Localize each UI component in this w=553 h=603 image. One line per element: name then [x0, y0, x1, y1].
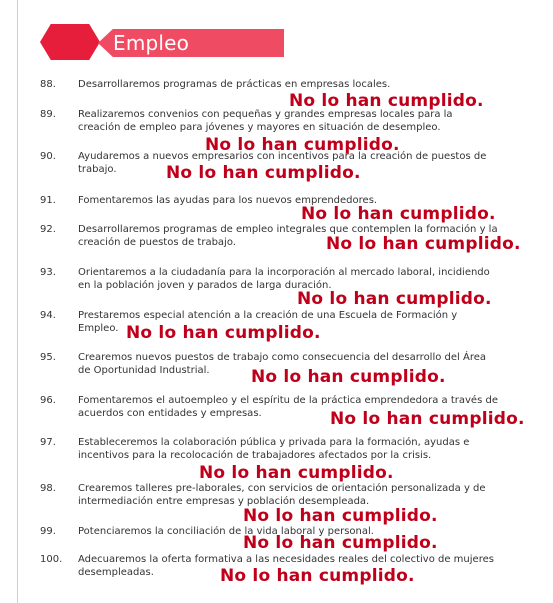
item-text: Fomentaremos el autoempleo y el espíritu de la práctica emprendedora a través de acuerdos con entidades y empresas. [78, 395, 498, 419]
item-text: Prestaremos especial atención a la creación de una Escuela de Formación y Empleo. [78, 310, 458, 334]
item-text: Orientaremos a la ciudadanía para la incorporación al mercado laboral, incidiendo en la población joven y parados de larga duración. [78, 267, 490, 291]
item-number: 92. [40, 224, 56, 235]
not-fulfilled-stamp: No lo han cumplido. [326, 234, 521, 254]
not-fulfilled-stamp: No lo han cumplido. [243, 506, 438, 526]
not-fulfilled-stamp: No lo han cumplido. [205, 135, 400, 155]
not-fulfilled-stamp: No lo han cumplido. [301, 204, 496, 224]
page-border [17, 0, 18, 603]
item-number: 99. [40, 526, 56, 537]
not-fulfilled-stamp: No lo han cumplido. [297, 289, 492, 309]
item-number: 88. [40, 79, 56, 90]
not-fulfilled-stamp: No lo han cumplido. [251, 367, 446, 387]
not-fulfilled-stamp: No lo han cumplido. [220, 566, 415, 586]
item-text: Estableceremos la colaboración pública y privada para la formación, ayudas e incentivos para la recolocación de trabajadores afectados por la crisis. [78, 437, 470, 461]
section-title: Empleo [113, 31, 190, 55]
item-text: Desarrollaremos programas de prácticas en empresas locales. [78, 79, 391, 90]
item-text: Potenciaremos la conciliación de la vida laboral y personal. [78, 526, 374, 537]
item-number: 98. [40, 483, 56, 494]
not-fulfilled-stamp: No lo han cumplido. [126, 323, 321, 343]
item-text: Fomentaremos las ayudas para los nuevos emprendedores. [78, 195, 378, 206]
item-number: 93. [40, 267, 56, 278]
not-fulfilled-stamp: No lo han cumplido. [330, 409, 525, 429]
item-number: 100. [40, 554, 63, 565]
item-text: Crearemos talleres pre-laborales, con servicios de orientación personalizada y de intermediación entre empresas y población desempleada. [78, 483, 486, 507]
item-number: 97. [40, 437, 56, 448]
item-number: 96. [40, 395, 56, 406]
item-text: Realizaremos convenios con pequeñas y grandes empresas locales para la creación de empleo para jóvenes y mayores en situación de desempleo. [78, 109, 453, 133]
item-number: 94. [40, 310, 56, 321]
not-fulfilled-stamp: No lo han cumplido. [289, 91, 484, 111]
item-number: 89. [40, 109, 56, 120]
item-text: Ayudaremos a nuevos empresarios con incentivos para la creación de puestos de trabajo. [78, 151, 487, 175]
item-number: 91. [40, 195, 56, 206]
item-text: Adecuaremos la oferta formativa a las necesidades reales del colectivo de mujeres desempleadas. [78, 554, 494, 578]
item-text: Desarrollaremos programas de empleo integrales que contemplen la formación y la creación de puestos de trabajo. [78, 224, 498, 248]
item-number: 95. [40, 352, 56, 363]
item-text: Crearemos nuevos puestos de trabajo como consecuencia del desarrollo del Área de Oportunidad Industrial. [78, 352, 487, 376]
not-fulfilled-stamp: No lo han cumplido. [166, 163, 361, 183]
not-fulfilled-stamp: No lo han cumplido. [199, 463, 394, 483]
not-fulfilled-stamp: No lo han cumplido. [243, 533, 438, 553]
item-number: 90. [40, 151, 56, 162]
hexagon-icon [40, 24, 100, 60]
